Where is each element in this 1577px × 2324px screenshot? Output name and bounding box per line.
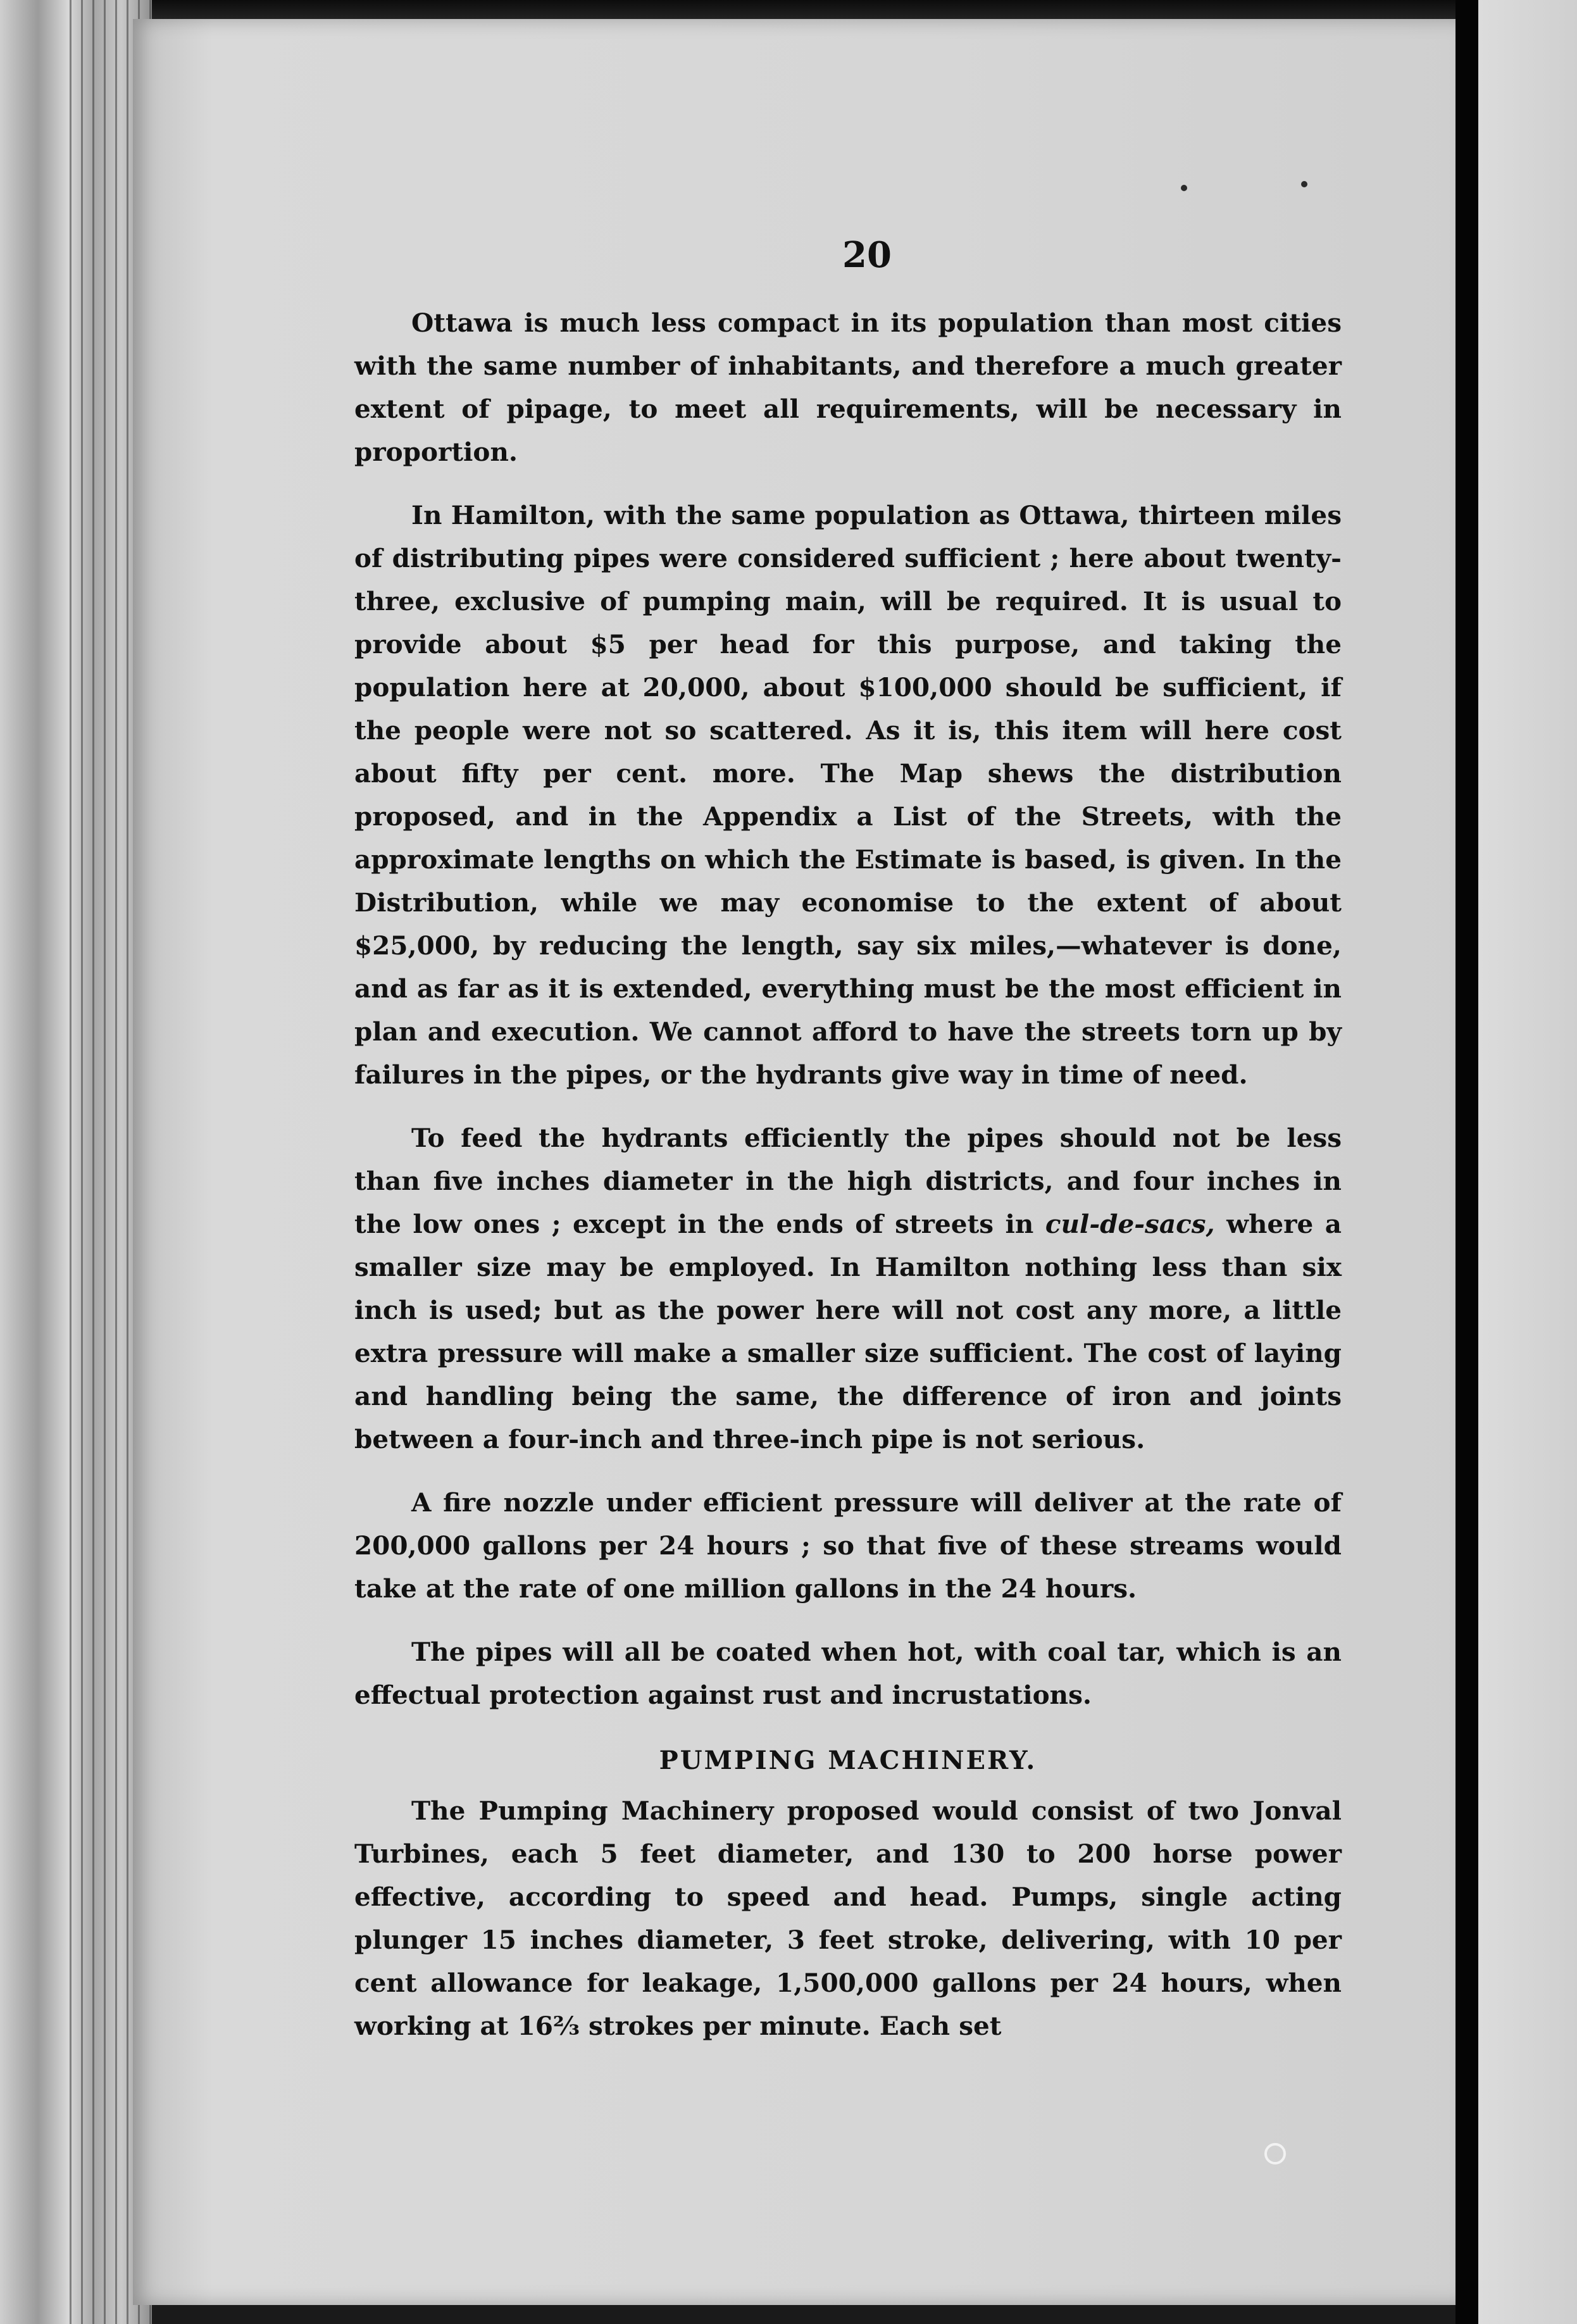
paragraph-hydrants-start: To feed the hydrants efficiently the pipes should not be less than five inches diameter in the high districts, and four inches in the low ones ; except in the ends of streets in	[354, 1123, 1342, 1239]
section-heading-pumping: PUMPING MACHINERY.	[659, 1746, 1037, 1775]
scan-artifact	[1264, 2143, 1286, 2165]
paragraph-coal-tar: The pipes will all be coated when hot, with coal tar, which is an effectual protection against rust and incrustations.	[354, 1637, 1342, 1710]
book-page-stack	[0, 0, 152, 2324]
paragraph-hamilton: In Hamilton, with the same population as Ottawa, thirteen miles of distributing pipes were considered sufficient ; here about twenty-three, exclusive of pumping main, will be required. It is usual to provide about $5 per head for this purpose, and taking the population here at 20,000, about $100,000 should be sufficient, if the people were not so scattered. As it is, this item will here cost about fifty per cent. more. The Map shews the distribution proposed, and in the Appendix a List of the Streets, with the approximate lengths on which the Estimate is based, is given. In the Distribution, while we may economise to the extent of about $25,000, by reducing the length, say six miles,—whatever is done, and as far as it is extended, everything must be the most efficient in plan and execution. We cannot afford to have the streets torn up by failures in the pipes, or the hydrants give way in time of need.	[354, 500, 1342, 1090]
book-gutter	[1455, 0, 1478, 2324]
page-number: 20	[842, 234, 892, 276]
paragraph-pumping: The Pumping Machinery proposed would consist of two Jonval Turbines, each 5 feet diameter, and 130 to 200 horse power effective, according to speed and head. Pumps, single acting plunger 15 inches diameter, 3 feet stroke, delivering, with 10 per cent allowance for leakage, 1,500,000 gallons per 24 hours, when working at 16⅔ strokes per minute. Each set	[354, 1796, 1342, 2041]
italic-cul-de-sacs: cul-de-sacs,	[1045, 1209, 1215, 1239]
paragraph-fire-nozzle: A fire nozzle under efficient pressure will deliver at the rate of 200,000 gallons per 24 hours ; so that five of these streams would take at the rate of one million gallons in the 24 hours.	[354, 1487, 1342, 1604]
paragraph-hydrants	[354, 1116, 1342, 1461]
ink-speck	[1301, 181, 1307, 187]
paragraph-ottawa: Ottawa is much less compact in its population than most cities with the same number of inhabitants, and therefore a much greater extent of pipage, to meet all requirements, will be necessary in proportion.	[354, 308, 1342, 467]
facing-page-edge	[1478, 0, 1577, 2324]
ink-speck	[1181, 185, 1187, 191]
paragraph-hydrants-end: where a smaller size may be employed. In Hamilton nothing less than six inch is used; but as the power here will not cost any more, a little extra pressure will make a smaller size sufficient. The cost of laying and handling being the same, the difference of iron and joints between a four-inch and three-inch pipe is not serious.	[354, 1209, 1342, 1454]
page-text	[354, 234, 1342, 2068]
